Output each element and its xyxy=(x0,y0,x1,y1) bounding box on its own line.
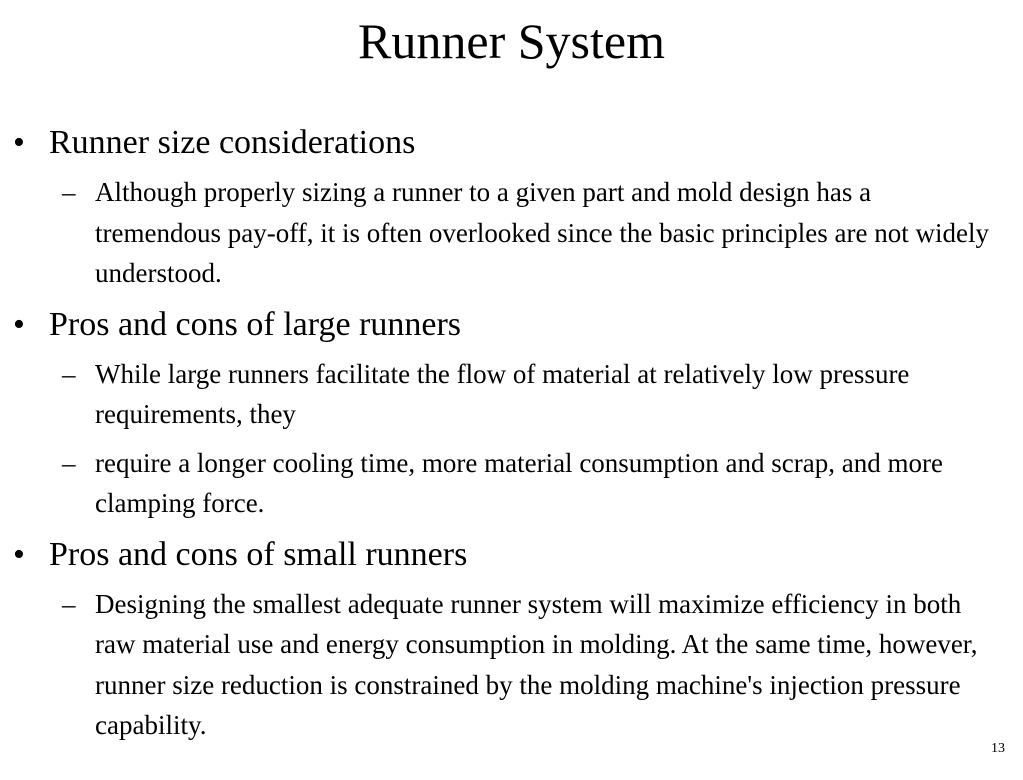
sub-item xyxy=(0,443,1023,524)
sub-item xyxy=(0,172,1023,294)
sub-marker: – xyxy=(62,588,76,619)
bullet-marker: • xyxy=(13,305,25,343)
bullet-item xyxy=(0,120,1023,166)
bullet-item xyxy=(0,532,1023,578)
sub-item xyxy=(0,584,1023,746)
sub-marker: – xyxy=(62,177,76,207)
bullet-marker: • xyxy=(13,535,25,573)
sub-text: require a longer cooling time, more material consumption and scrap, and more clamping force. xyxy=(95,447,943,518)
sub-item xyxy=(0,354,1023,435)
bullet-item xyxy=(0,302,1023,348)
bullet-text: Runner size considerations xyxy=(49,124,416,161)
slide-title: Runner System xyxy=(358,13,665,69)
sub-text: Designing the smallest adequate runner system will maximize efficiency in both raw material use and energy consumption in molding. At the same time, however, runner size reduction is constrained by the molding machine's injection pressure capability. xyxy=(95,588,978,740)
bullet-text: Pros and cons of large runners xyxy=(49,305,462,343)
sub-text: While large runners facilitate the flow of material at relatively low pressure requirements, they xyxy=(95,358,910,429)
page-number: 13 xyxy=(991,741,1005,756)
bullet-text: Pros and cons of small runners xyxy=(49,535,468,573)
sub-marker: – xyxy=(62,358,76,389)
slide-content xyxy=(0,120,1023,754)
sub-marker: – xyxy=(62,447,76,478)
sub-text: Although properly sizing a runner to a given part and mold design has a tremendous pay-off, it is often overlooked since the basic principles are not widely understood. xyxy=(95,177,989,288)
bullet-marker: • xyxy=(13,124,25,161)
